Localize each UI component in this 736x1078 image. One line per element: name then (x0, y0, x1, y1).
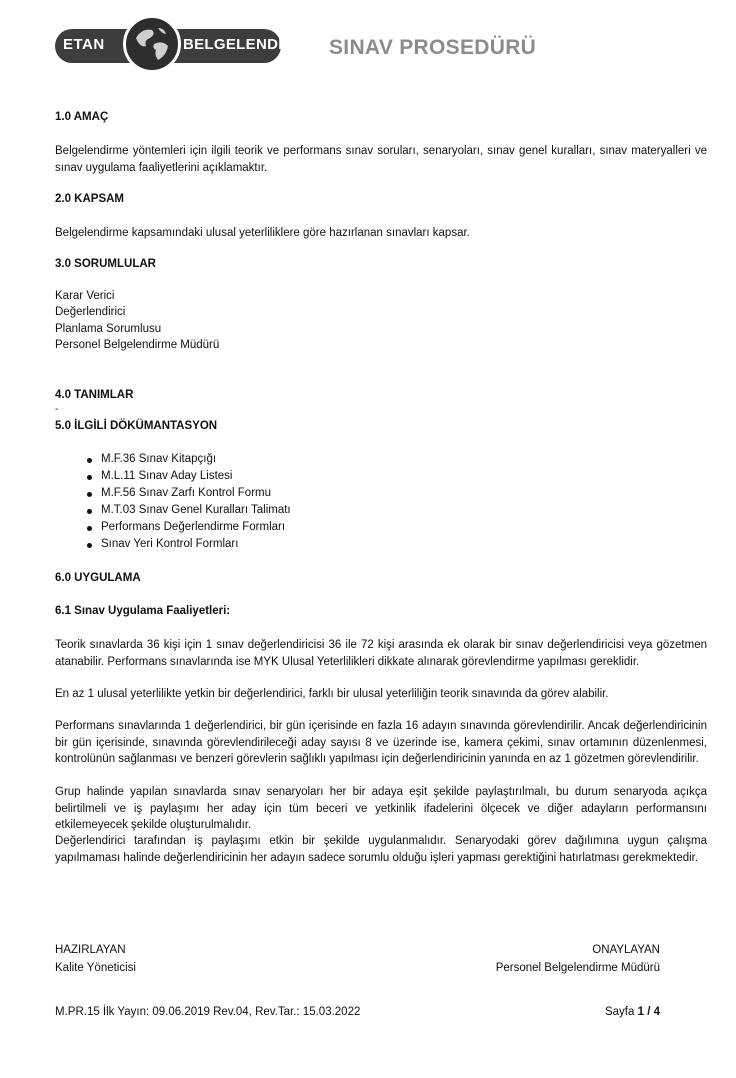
list-item-label: Performans Değerlendirme Formları (101, 521, 286, 534)
approved-by-role: Personel Belgelendirme Müdürü (495, 962, 660, 974)
paragraph: Grup halinde yapılan sınavlarda sınav senaryoları her bir adaya eşit şekilde paylaştırılmalı, bu durum senaryoda açıkça belirtilmeli ve iş paylaşımı her aday için tüm beceri ve yetkinlik ifadelerini ölçecek ve diğer adayların performansını etkilemeyecek şekilde oluşturulmalıdır. (55, 786, 707, 832)
section-1-text: Belgelendirme yöntemleri için ilgili teorik ve performans sınav soruları, senaryoları, sınav genel kuralları, sınav materyalleri ve sınav uygulama faaliyetlerini açıklamaktır. (55, 145, 707, 174)
section-2-text: Belgelendirme kapsamındaki ulusal yeterliliklere göre hazırlanan sınavları kapsar. (55, 227, 470, 239)
prepared-by-label: HAZIRLAYAN (55, 944, 126, 956)
list-item (87, 502, 291, 519)
responsible-item: Karar Verici (55, 290, 115, 302)
list-item-label: Sınav Yeri Kontrol Formları (101, 538, 239, 551)
page-number (605, 1006, 660, 1018)
bullet-icon (87, 543, 92, 548)
page-separator: / (647, 1006, 651, 1018)
bullet-icon (87, 475, 92, 480)
section-2-heading: 2.0 KAPSAM (55, 193, 125, 205)
logo-text-belgelendirme: BELGELENDİRME (183, 36, 317, 53)
section-4-heading: 4.0 TANIMLAR (55, 389, 134, 401)
responsible-item: Planlama Sorumlusu (55, 323, 162, 335)
list-item-label: M.T.03 Sınav Genel Kuralları Talimatı (101, 504, 291, 517)
documentation-list (87, 451, 291, 554)
list-item (87, 519, 291, 536)
list-item-label: M.F.56 Sınav Zarfı Kontrol Formu (101, 487, 272, 500)
list-item (87, 536, 291, 553)
list-item (87, 451, 291, 468)
section-3-heading: 3.0 SORUMLULAR (55, 258, 156, 270)
page-label: Sayfa (604, 1006, 635, 1018)
section-6-1-heading: 6.1 Sınav Uygulama Faaliyetleri: (55, 605, 231, 617)
prepared-by-role: Kalite Yöneticisi (55, 962, 136, 974)
document-title: SINAV PROSEDÜRÜ (329, 36, 537, 59)
bullet-icon (87, 492, 92, 497)
responsible-item: Değerlendirici (55, 306, 126, 318)
definitions-dash: - (55, 404, 59, 415)
page-total: 4 (653, 1006, 660, 1018)
section-6-heading: 6.0 UYGULAMA (55, 572, 141, 584)
approved-by-label: ONAYLAYAN (592, 944, 660, 956)
responsible-item: Personel Belgelendirme Müdürü (55, 339, 220, 351)
bullet-icon (87, 526, 92, 531)
globe-icon (123, 15, 181, 73)
paragraph: Teorik sınavlarda 36 kişi için 1 sınav değerlendiricisi 36 ile 72 kişi arasında ek olarak bir sınav değerlendiricisi veya gözetmen atanabilir. Performans sınavlarında ise MYK Ulusal Yeterlilikleri dikkate alınarak görevlendirme yapılması gereklidir. (55, 639, 707, 668)
list-item (87, 485, 291, 502)
company-logo (55, 15, 317, 71)
section-1-heading: 1.0 AMAÇ (55, 111, 109, 123)
section-5-heading: 5.0 İLGİLİ DÖKÜMANTASYON (55, 420, 218, 432)
document-revision-info: M.PR.15 İlk Yayın: 09.06.2019 Rev.04, Rev.Tar.: 15.03.2022 (55, 1006, 361, 1018)
list-item (87, 468, 291, 485)
paragraph: Performans sınavlarında 1 değerlendirici, bir gün içerisinde en fazla 16 adayın sınavında görevlendirilir. Ancak değerlendiricinin bir gün içerisinde, sınavında görevlendirileceği aday sayısı 8 ve üzerinde ise, kamera çekimi, sınav ortamının düzenlenmesi, kontrolünün sağlanması ve benzeri görevlerin sağlıklı yapılması için değerlendiricinin yanında en az 1 gözetmen görevlendirilir. (55, 720, 707, 766)
paragraph: En az 1 ulusal yeterlilikte yetkin bir değerlendirici, farklı bir ulusal yeterliliğin teorik sınavında da görev alabilir. (55, 688, 609, 700)
bullet-icon (87, 458, 92, 463)
logo-text-etan: ETAN (63, 36, 105, 53)
list-item-label: M.F.36 Sınav Kitapçığı (101, 453, 217, 465)
bullet-icon (87, 509, 92, 514)
paragraph: Değerlendirici tarafından iş paylaşımı etkin bir şekilde uygulanmalıdır. Senaryodaki görev dağılımına uygun çalışma yapılmaması halinde değerlendiricinin her adayın sadece sorumlu olduğu işleri yapması gerektiğini hatırlatması gerekmektedir. (55, 835, 707, 864)
list-item-label: M.L.11 Sınav Aday Listesi (101, 470, 233, 483)
page-current: 1 (637, 1006, 644, 1018)
